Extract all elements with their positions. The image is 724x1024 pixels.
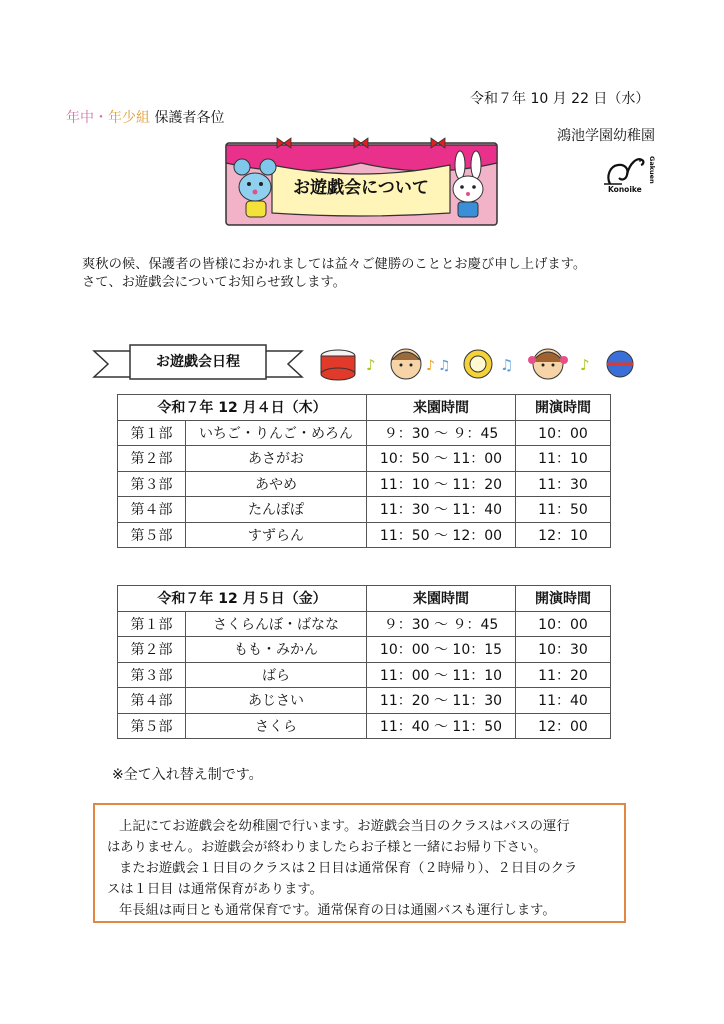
- title-banner: [224, 137, 499, 227]
- recipient-guardians: 保護者各位: [154, 110, 225, 126]
- part-cell: 第３部: [118, 471, 186, 497]
- class-cell: あやめ: [186, 471, 367, 497]
- start-cell: 11：10: [516, 446, 611, 472]
- notice-box: [93, 803, 626, 923]
- school-name: 鴻池学園幼稚園: [557, 128, 655, 144]
- part-cell: 第１部: [118, 420, 186, 446]
- table-row: [118, 611, 611, 637]
- table-row: [118, 446, 611, 472]
- table-header-row: [118, 395, 611, 421]
- arrival-cell: ９：30 〜 ９：45: [367, 420, 516, 446]
- arrival-cell: 11：20 〜 11：30: [367, 688, 516, 714]
- start-cell: 10：00: [516, 611, 611, 637]
- girl-face-icon: [528, 349, 568, 379]
- table-row: [118, 662, 611, 688]
- notice-line-2: はありません。お遊戯会が終わりましたらお子様と一緒にお帰り下さい。: [107, 840, 547, 855]
- arrival-cell: 11：00 〜 11：10: [367, 662, 516, 688]
- schedule-table-day1: [117, 394, 611, 548]
- start-cell: 10：00: [516, 420, 611, 446]
- music-note-icon-2: ♪: [426, 358, 435, 374]
- table-header-arrival: 来園時間: [367, 586, 516, 612]
- school-logo: [600, 150, 662, 194]
- tambourine-icon: [464, 350, 492, 378]
- drum-icon: [321, 350, 355, 380]
- class-cell: もも・みかん: [186, 637, 367, 663]
- class-cell: ばら: [186, 662, 367, 688]
- music-note-icon-5: ♪: [580, 356, 590, 374]
- boy-face-icon: [391, 349, 421, 379]
- class-cell: さくら: [186, 713, 367, 739]
- intro-paragraph: [82, 256, 586, 292]
- table-row: [118, 522, 611, 548]
- schedule-ribbon-label: お遊戯会日程: [156, 354, 240, 370]
- recipient-nenchu: 年中: [66, 110, 94, 126]
- start-cell: 11：50: [516, 497, 611, 523]
- start-cell: 11：20: [516, 662, 611, 688]
- part-cell: 第５部: [118, 522, 186, 548]
- svg-text:Konoike: Konoike: [608, 185, 642, 194]
- table-header-arrival: 来園時間: [367, 395, 516, 421]
- music-note-icon-4: ♫: [500, 356, 514, 374]
- banner-title: お遊戯会について: [293, 178, 429, 198]
- part-cell: 第２部: [118, 446, 186, 472]
- start-cell: 11：30: [516, 471, 611, 497]
- arrival-cell: 11：40 〜 11：50: [367, 713, 516, 739]
- arrival-cell: 11：10 〜 11：20: [367, 471, 516, 497]
- table-header-row: [118, 586, 611, 612]
- table-row: [118, 497, 611, 523]
- arrival-cell: 11：50 〜 12：00: [367, 522, 516, 548]
- table-header-start: 開演時間: [516, 586, 611, 612]
- arrival-cell: 11：30 〜 11：40: [367, 497, 516, 523]
- start-cell: 12：00: [516, 713, 611, 739]
- start-cell: 11：40: [516, 688, 611, 714]
- class-cell: たんぽぽ: [186, 497, 367, 523]
- part-cell: 第４部: [118, 497, 186, 523]
- replacement-note: ※全て入れ替え制です。: [112, 767, 263, 783]
- decoration-icons: [318, 346, 648, 382]
- part-cell: 第３部: [118, 662, 186, 688]
- arrival-cell: ９：30 〜 ９：45: [367, 611, 516, 637]
- start-cell: 10：30: [516, 637, 611, 663]
- notice-line-5: 年長組は両日とも通常保育です。通常保育の日は通園バスも運行します。: [119, 903, 556, 918]
- start-cell: 12：10: [516, 522, 611, 548]
- part-cell: 第２部: [118, 637, 186, 663]
- castanet-icon: [607, 351, 633, 377]
- class-cell: さくらんぼ・ばなな: [186, 611, 367, 637]
- music-note-icon-3: ♫: [438, 358, 451, 374]
- intro-line-1: 爽秋の候、保護者の皆様におかれましては益々ご健勝のこととお慶び申し上げます。: [82, 257, 587, 272]
- schedule-ribbon: [92, 343, 304, 385]
- notice-line-3: またお遊戯会１日目のクラスは２日目は通常保育（２時帰り）、２日目のクラ: [119, 861, 578, 876]
- class-cell: いちご・りんご・めろん: [186, 420, 367, 446]
- part-cell: 第４部: [118, 688, 186, 714]
- schedule-table-day2: [117, 585, 611, 739]
- class-cell: あじさい: [186, 688, 367, 714]
- svg-text:Gakuen: Gakuen: [648, 156, 656, 184]
- table-row: [118, 637, 611, 663]
- table-row: [118, 713, 611, 739]
- table-row: [118, 471, 611, 497]
- intro-line-2: さて、お遊戯会についてお知らせ致します。: [82, 275, 346, 290]
- table-header-start: 開演時間: [516, 395, 611, 421]
- notice-line-1: 上記にてお遊戯会を幼稚園で行います。お遊戯会当日のクラスはバスの運行: [119, 819, 570, 834]
- letter-date: 令和７年 10 月 22 日（水）: [470, 91, 650, 107]
- music-note-icon: ♪: [366, 356, 376, 374]
- recipient-separator: ・: [94, 110, 108, 126]
- recipients: [66, 107, 224, 127]
- table-header-date: 令和７年 12 月５日（金）: [118, 586, 367, 612]
- table-header-date: 令和７年 12 月４日（木）: [118, 395, 367, 421]
- notice-line-4: スは１日目 は通常保育があります。: [107, 882, 323, 897]
- table-row: [118, 420, 611, 446]
- class-cell: あさがお: [186, 446, 367, 472]
- arrival-cell: 10：50 〜 11：00: [367, 446, 516, 472]
- recipient-nensho: 年少組: [108, 110, 150, 126]
- arrival-cell: 10：00 〜 10：15: [367, 637, 516, 663]
- table-row: [118, 688, 611, 714]
- part-cell: 第５部: [118, 713, 186, 739]
- part-cell: 第１部: [118, 611, 186, 637]
- class-cell: すずらん: [186, 522, 367, 548]
